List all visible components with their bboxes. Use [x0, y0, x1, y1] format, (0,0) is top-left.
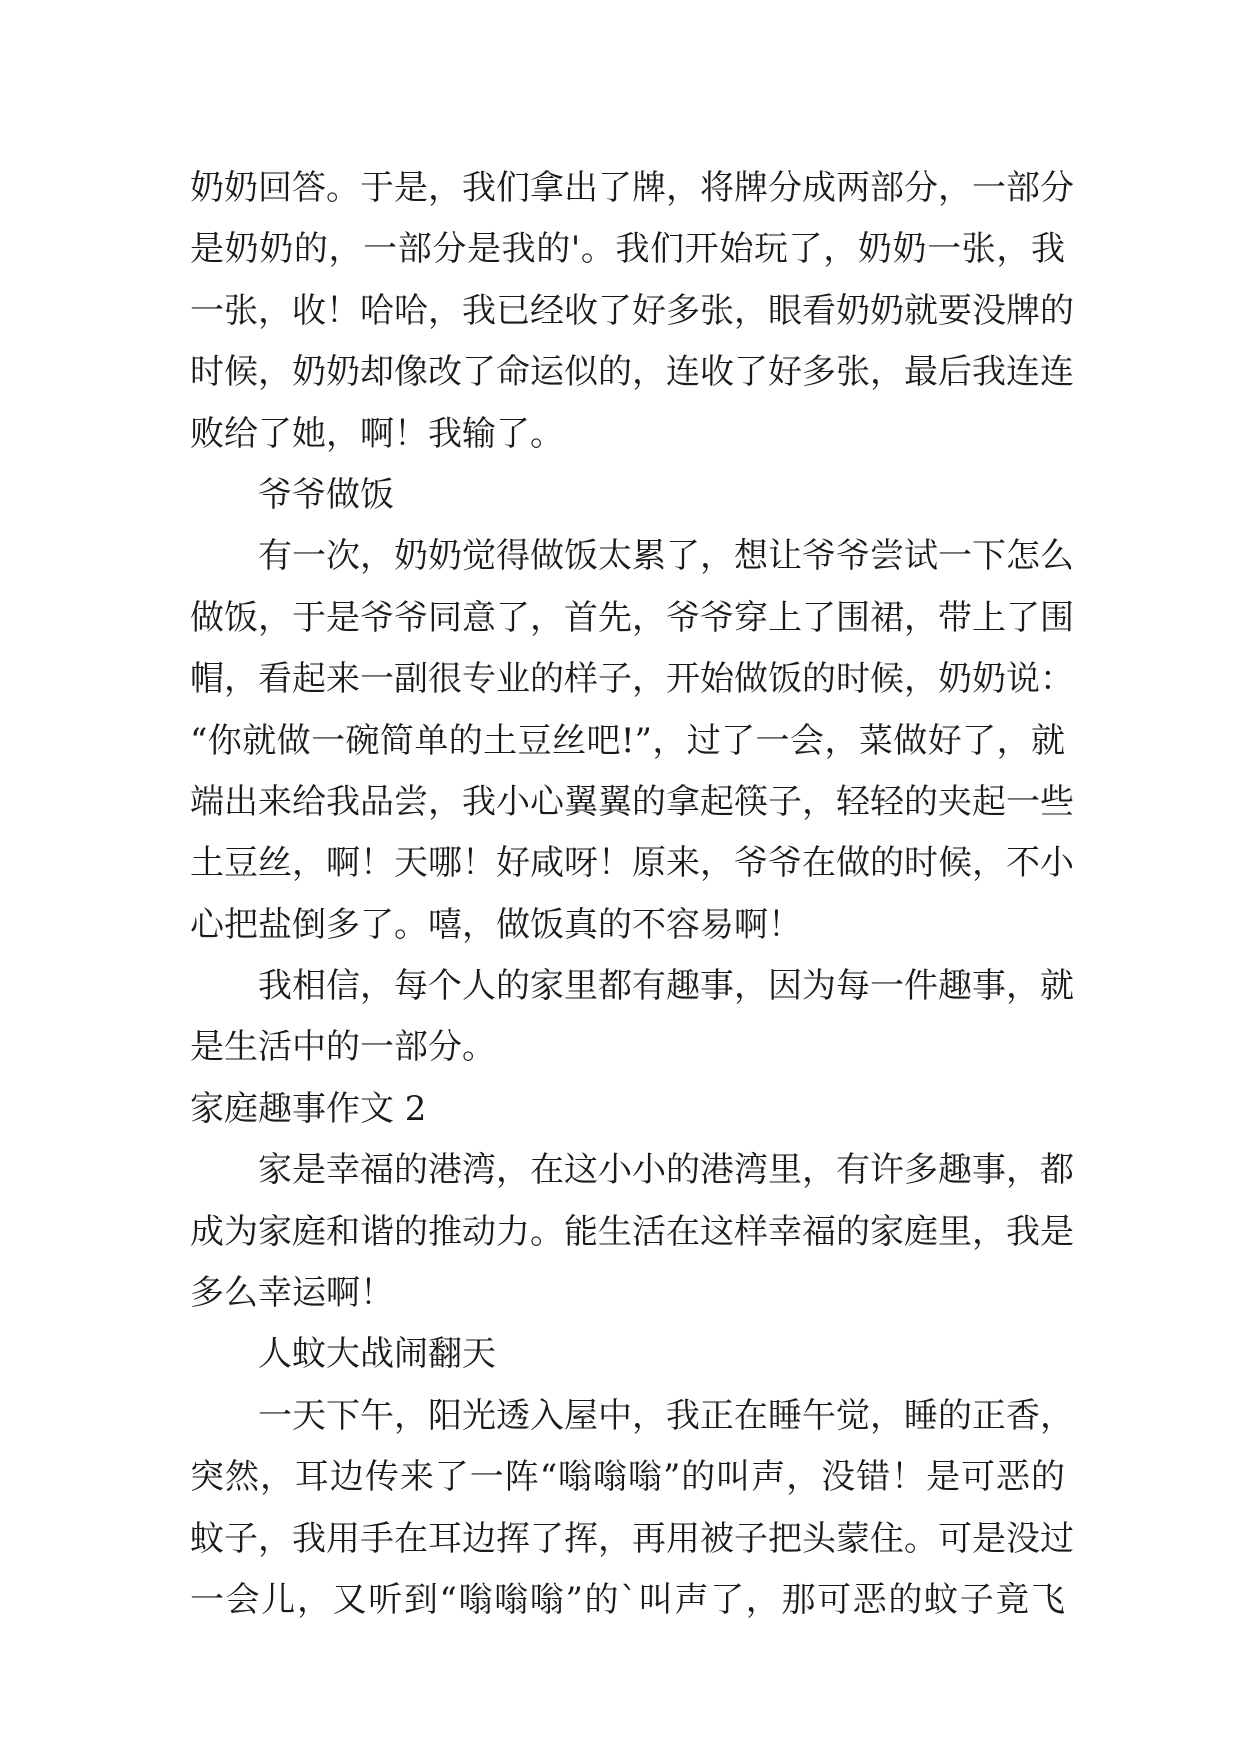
paragraph-line: 多么幸运啊！ [190, 1273, 394, 1314]
paragraph-line: 蚊子，我用手在耳边挥了挥，再用被子把头蒙住。可是没过 [190, 1518, 1074, 1559]
paragraph-line: 成为家庭和谐的推动力。能生活在这样幸福的家庭里，我是 [190, 1211, 1074, 1252]
paragraph-line: 突然，耳边传来了一阵“嗡嗡嗡”的叫声，没错！是可恶的 [190, 1457, 1065, 1498]
paragraph-line: 帽，看起来一副很专业的样子，开始做饭的时候，奶奶说： [190, 659, 1074, 700]
paragraph-line: 是生活中的一部分。 [190, 1027, 496, 1068]
paragraph-line: 我相信，每个人的家里都有趣事，因为每一件趣事，就 [258, 966, 1074, 1007]
paragraph-line: 一会儿，又听到“嗡嗡嗡”的`叫声了，那可恶的蚊子竟飞 [190, 1579, 1065, 1620]
section-heading: 爷爷做饭 [258, 474, 394, 515]
section-heading: 人蚊大战闹翻天 [258, 1334, 496, 1375]
paragraph-line: 土豆丝，啊！天哪！好咸呀！原来，爷爷在做的时候，不小 [190, 843, 1074, 884]
paragraph-line: 家是幸福的港湾，在这小小的港湾里，有许多趣事，都 [258, 1150, 1074, 1191]
paragraph-line: 败给了她，啊！我输了。 [190, 413, 564, 454]
paragraph-line: 奶奶回答。于是，我们拿出了牌，将牌分成两部分，一部分 [190, 168, 1074, 208]
paragraph-line: 有一次，奶奶觉得做饭太累了，想让爷爷尝试一下怎么 [258, 536, 1074, 577]
paragraph-line: “你就做一碗简单的土豆丝吧!”，过了一会，菜做好了，就 [190, 720, 1065, 761]
paragraph-line: 是奶奶的，一部分是我的'。我们开始玩了，奶奶一张，我 [190, 229, 1065, 270]
paragraph-line: 端出来给我品尝，我小心翼翼的拿起筷子，轻轻的夹起一些 [190, 781, 1074, 822]
paragraph-line: 时候，奶奶却像改了命运似的，连收了好多张，最后我连连 [190, 352, 1074, 393]
paragraph-line: 心把盐倒多了。嘻，做饭真的不容易啊！ [190, 904, 802, 945]
paragraph-line: 一天下午，阳光透入屋中，我正在睡午觉，睡的正香， [258, 1395, 1074, 1436]
essay-text [190, 158, 1074, 1631]
paragraph-line: 一张，收！哈哈，我已经收了好多张，眼看奶奶就要没牌的 [190, 290, 1074, 331]
paragraph-line: 做饭，于是爷爷同意了，首先，爷爷穿上了围裙，带上了围 [190, 597, 1074, 638]
essay-title: 家庭趣事作文 2 [190, 1088, 427, 1129]
